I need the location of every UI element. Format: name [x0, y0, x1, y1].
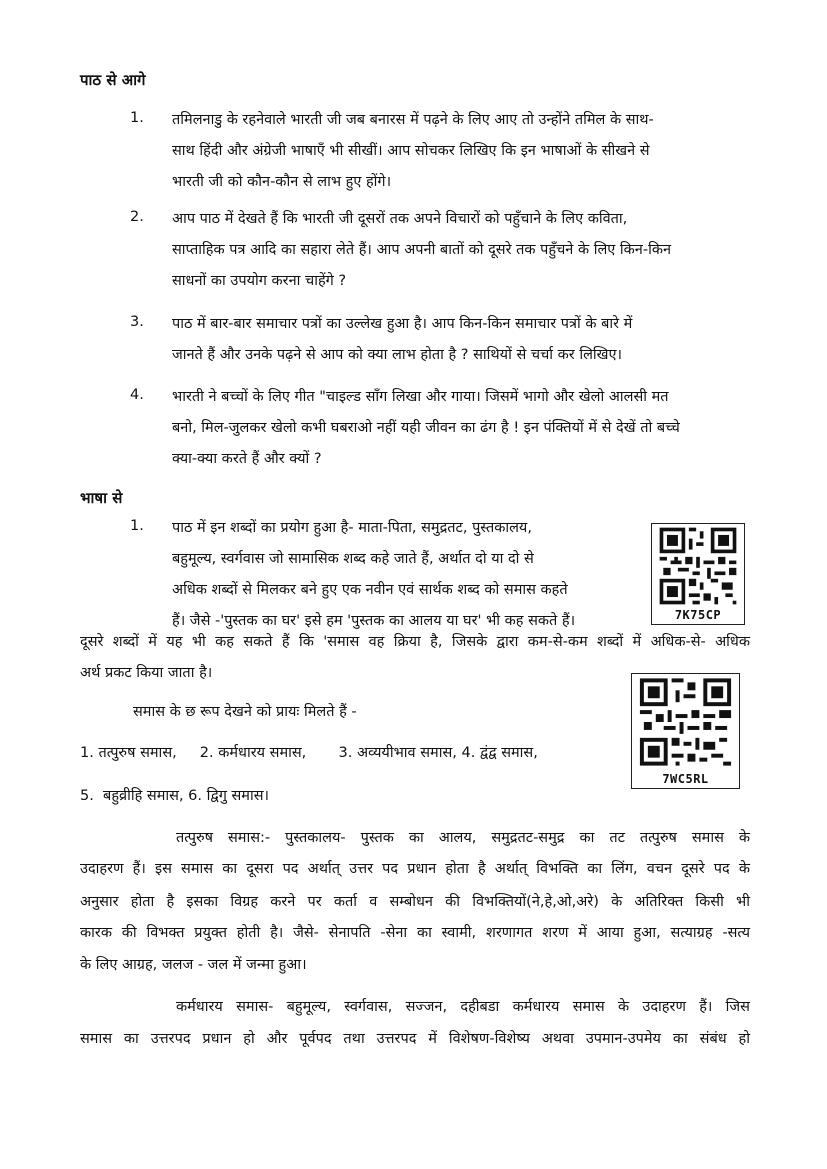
paragraph-line: अर्थ प्रकट किया जाता है। [80, 665, 213, 681]
types-intro: समास के छ रूप देखने को प्रायः मिलते हैं - [133, 704, 357, 720]
question-line: पाठ में इन शब्दों का प्रयोग हुआ है- माता-पिता, समुद्रतट, पुस्तकालय, [172, 520, 532, 536]
paragraph-line: उदाहरण हैं। इस समास का दूसरा पद अर्थात् उत्तर पद प्रधान होता है अर्थात् विभक्ति का लिंग, वचन दूसरे पद के [80, 861, 750, 877]
question-number: 2. [130, 209, 144, 225]
section-heading-path-se-aage: पाठ से आगे [80, 71, 146, 89]
paragraph-line: कर्मधारय समास- बहुमूल्य, स्वर्गवास, सज्जन, दहीबडा कर्मधारय समास के उदाहरण हैं। जिस [176, 999, 750, 1015]
question-line: जानते हैं और उनके पढ़ने से आप को क्या लाभ होता है ? साथियों से चर्चा कर लिखिए। [172, 347, 623, 363]
qr-code-2 [631, 673, 740, 789]
qr-code-1 [651, 523, 745, 625]
paragraph-line: के लिए आग्रह, जलज - जल में जन्मा हुआ। [80, 957, 307, 973]
question-number: 1. [130, 110, 144, 126]
question-line: भारती ने बच्चों के लिए गीत "चाइल्ड साँग लिखा और गाया। जिसमें भागो और खेलो आलसी मत [172, 389, 669, 405]
paragraph-line: समास का उत्तरपद प्रधान हो और पूर्वपद तथा उत्तरपद में विशेषण-विशेष्य अथवा उपमान-उपमेय का संबंध हो [80, 1031, 750, 1047]
paragraph-line: दूसरे शब्दों में यह भी कह सकते हैं कि 'समास वह क्रिया है, जिसके द्वारा कम-से-कम शब्दों में अधिक-से- अधिक [80, 634, 750, 650]
question-line: साथ हिंदी और अंग्रेजी भाषाएँ भी सीखीं। आप सोचकर लिखिए कि इन भाषाओं के सीखने से [172, 143, 650, 159]
qr-code-label: 7K75CP [674, 608, 722, 622]
question-line: बहुमूल्य, स्वर्गवास जो सामासिक शब्द कहे जाते हैं, अर्थात दो या दो से [172, 551, 534, 567]
question-line: पाठ में बार-बार समाचार पत्रों का उल्लेख हुआ है। आप किन-किन समाचार पत्रों के बारे में [172, 316, 633, 332]
qr-code-label: 7WC5RL [662, 772, 709, 786]
paragraph-line: तत्पुरुष समास:- पुस्तकालय- पुस्तक का आलय, समुद्रतट-समुद्र का तट तत्पुरुष समास के [176, 830, 750, 846]
qr-pattern-icon [652, 524, 744, 608]
paragraph-line: अनुसार होता है इसका विग्रह करने पर कर्ता व सम्बोधन की विभक्तियों(ने,हे,ओ,अरे) के अतिरिक्त किसी भी [80, 894, 750, 910]
question-line: साधनों का उपयोग करना चाहेंगे ? [172, 273, 347, 289]
question-line: आप पाठ में देखते हैं कि भारती जी दूसरों तक अपने विचारों को पहुँचाने के लिए कविता, [172, 211, 628, 227]
question-line: भारती जी को कौन-कौन से लाभ हुए होंगे। [172, 174, 392, 190]
question-number: 4. [130, 387, 144, 403]
qr-pattern-icon [632, 674, 739, 770]
question-line: बनो, मिल-जुलकर खेलो कभी घबराओ नहीं यही जीवन का ढंग है ! इन पंक्तियों में से देखें तो बच्चे [172, 420, 680, 436]
question-number: 1. [130, 518, 144, 534]
paragraph-line: कारक की विभक्त प्रयुक्त होती है। जैसे- सेनापति -सेना का स्वामी, शरणागत शरण में आया हुआ, सत्याग्रह -सत्य [80, 925, 750, 941]
question-line: अधिक शब्दों से मिलकर बने हुए एक नवीन एवं सार्थक शब्द को समास कहते [172, 582, 568, 598]
section-heading-bhasha-se: भाषा से [80, 489, 123, 507]
types-list-line: 1. तत्पुरुष समास, 2. कर्मधारय समास, 3. अव्ययीभाव समास, 4. द्वंद्व समास, [80, 745, 538, 761]
question-line: साप्ताहिक पत्र आदि का सहारा लेते हैं। आप अपनी बातों को दूसरे तक पहुँचने के लिए किन-किन [172, 242, 672, 258]
question-line: तमिलनाडु के रहनेवाले भारती जी जब बनारस में पढ़ने के लिए आए तो उन्होंने तमिल के साथ- [172, 112, 654, 128]
question-line: क्या-क्या करते हैं और क्यों ? [172, 451, 322, 467]
types-list-line: 5. बहुव्रीहि समास, 6. द्विगु समास। [80, 788, 269, 804]
question-line: हैं। जैसे -'पुस्तक का घर' इसे हम 'पुस्तक का आलय या घर' भी कह सकते हैं। [172, 613, 576, 629]
question-number: 3. [130, 314, 144, 330]
